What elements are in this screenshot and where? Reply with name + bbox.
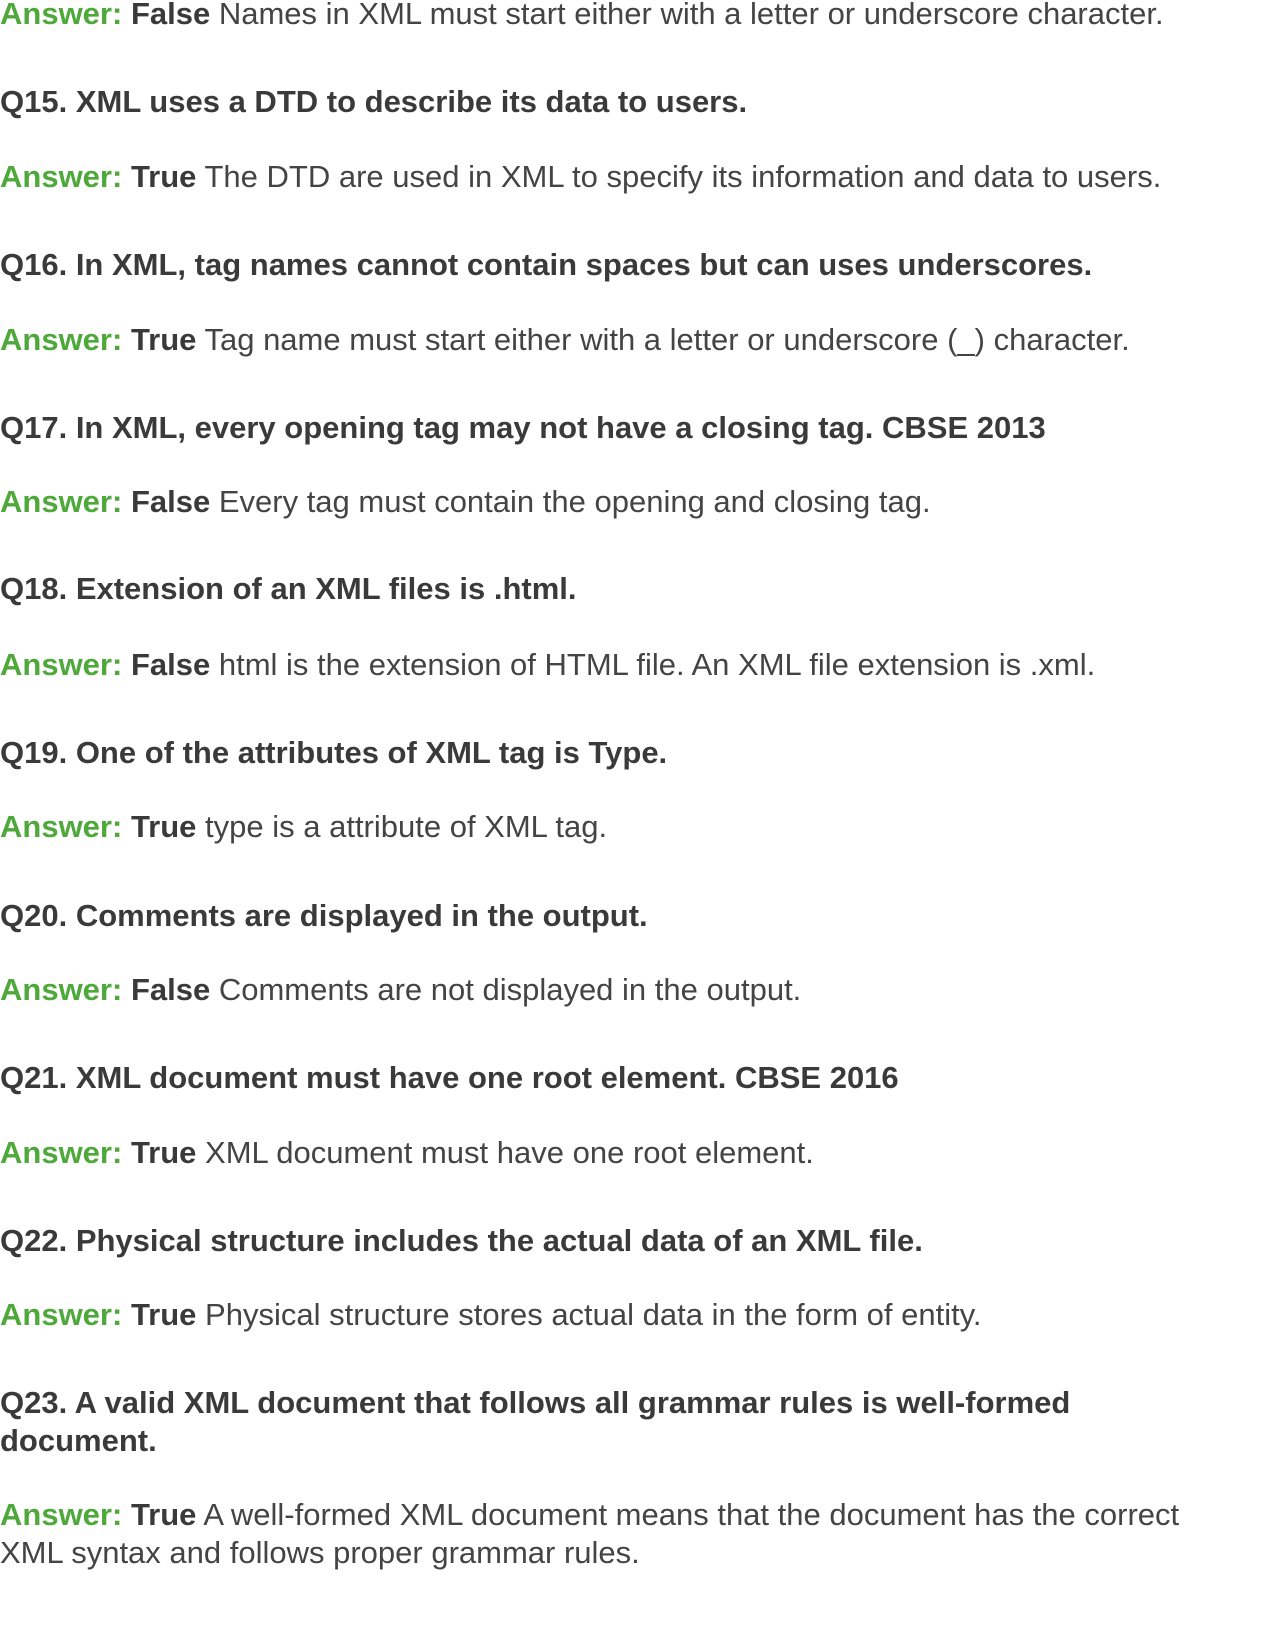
answer-verdict: False	[130, 647, 211, 682]
answer-verdict: True	[130, 809, 197, 844]
answer-label: Answer:	[0, 0, 123, 31]
question-q23-line1: Q23. A valid XML document that follows all grammar rules is well-formed	[0, 1385, 1071, 1420]
answer-q20	[0, 970, 1262, 1010]
answer-label: Answer:	[0, 1497, 123, 1532]
answer-text: html is the extension of HTML file. An XML file extension is .xml.	[218, 647, 1096, 682]
answer-text: Comments are not displayed in the output.	[218, 972, 802, 1007]
answer-q22	[0, 1295, 1262, 1335]
answer-q23	[0, 1495, 1262, 1535]
answer-q14	[0, 0, 1262, 34]
question-q22: Q22. Physical structure includes the actual data of an XML file.	[0, 1223, 923, 1258]
answer-text: A well-formed XML document means that the document has the correct	[203, 1497, 1180, 1532]
answer-q23-line2	[0, 1533, 1262, 1573]
question-q17: Q17. In XML, every opening tag may not have a closing tag. CBSE 2013	[0, 410, 1046, 445]
answer-verdict: True	[130, 1297, 197, 1332]
answer-q17	[0, 482, 1262, 522]
answer-verdict: False	[130, 484, 211, 519]
answer-q18	[0, 645, 1262, 685]
answer-label: Answer:	[0, 322, 123, 357]
question-q18: Q18. Extension of an XML files is .html.	[0, 571, 577, 606]
answer-text-continued: XML syntax and follows proper grammar rules.	[0, 1535, 640, 1570]
question-q23-line2: document.	[0, 1423, 157, 1458]
answer-label: Answer:	[0, 484, 123, 519]
answer-verdict: True	[130, 1497, 197, 1532]
answer-label: Answer:	[0, 809, 123, 844]
answer-verdict: True	[130, 322, 197, 357]
answer-text: Physical structure stores actual data in the form of entity.	[205, 1297, 982, 1332]
answer-verdict: False	[130, 972, 211, 1007]
answer-label: Answer:	[0, 159, 123, 194]
answer-q19	[0, 807, 1262, 847]
answer-text: Every tag must contain the opening and closing tag.	[218, 484, 931, 519]
answer-label: Answer:	[0, 1135, 123, 1170]
answer-q15	[0, 157, 1262, 197]
answer-label: Answer:	[0, 972, 123, 1007]
question-q16: Q16. In XML, tag names cannot contain spaces but can uses underscores.	[0, 247, 1093, 282]
answer-q16	[0, 320, 1262, 360]
question-q15: Q15. XML uses a DTD to describe its data to users.	[0, 84, 748, 119]
answer-verdict: False	[130, 0, 211, 31]
question-q21: Q21. XML document must have one root element. CBSE 2016	[0, 1060, 899, 1095]
answer-text: The DTD are used in XML to specify its information and data to users.	[204, 159, 1162, 194]
answer-verdict: True	[130, 1135, 197, 1170]
answer-text: Tag name must start either with a letter or underscore (_) character.	[204, 322, 1130, 357]
question-q19: Q19. One of the attributes of XML tag is Type.	[0, 735, 668, 770]
answer-text: XML document must have one root element.	[205, 1135, 814, 1170]
question-q20: Q20. Comments are displayed in the output.	[0, 898, 648, 933]
answer-text: Names in XML must start either with a letter or underscore character.	[218, 0, 1164, 31]
answer-text: type is a attribute of XML tag.	[205, 809, 608, 844]
answer-label: Answer:	[0, 647, 123, 682]
answer-verdict: True	[130, 159, 197, 194]
answer-label: Answer:	[0, 1297, 123, 1332]
answer-q21	[0, 1133, 1262, 1173]
